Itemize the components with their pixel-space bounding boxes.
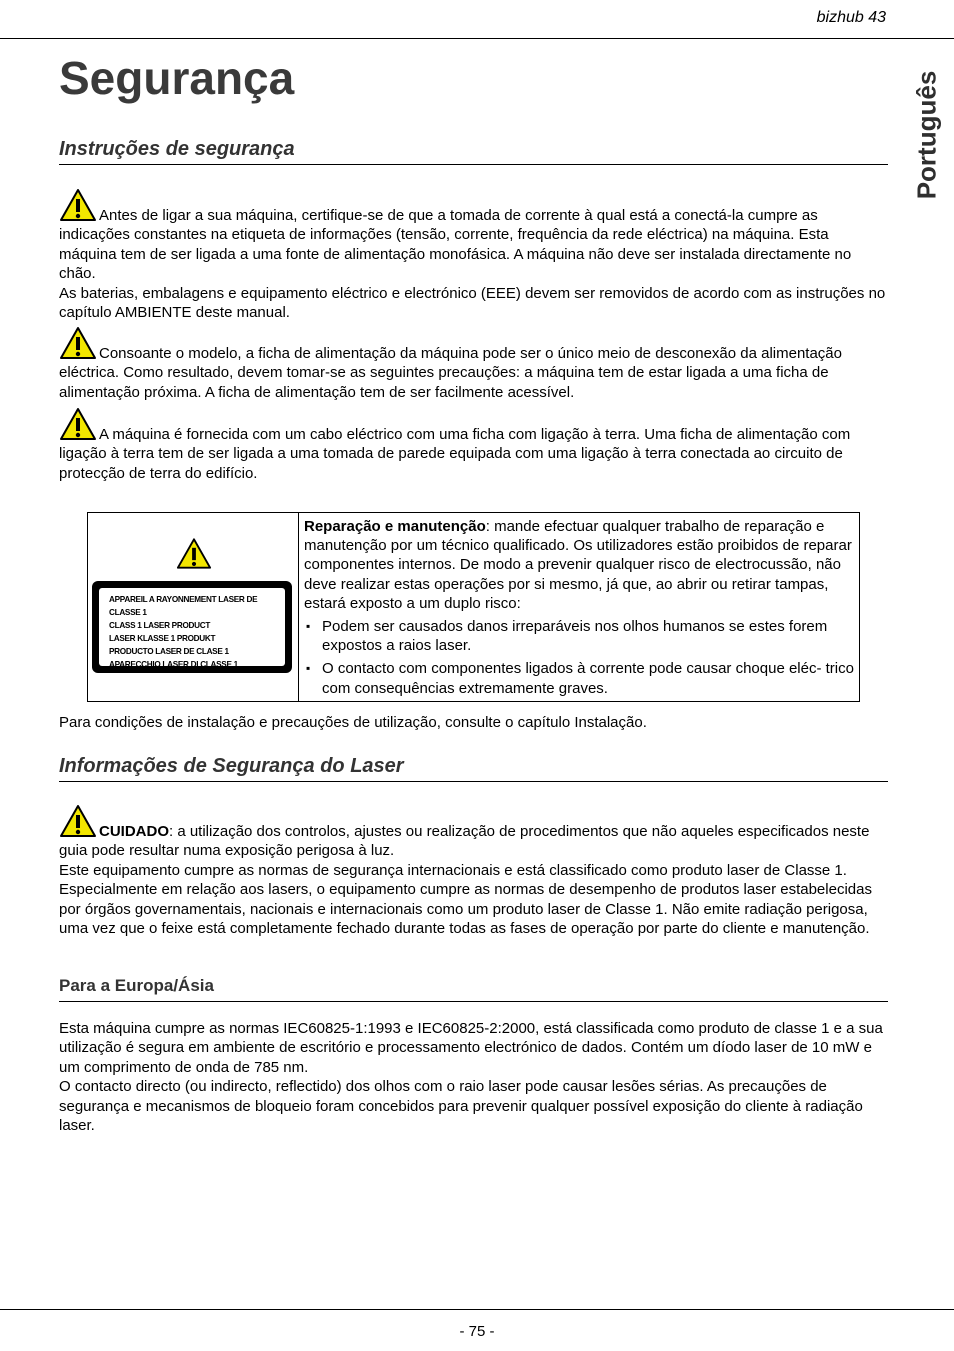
maintenance-title: Reparação e manutenção xyxy=(304,518,486,535)
label-line: APARECCHIO LASER DI CLASSE 1 xyxy=(109,660,238,669)
warning-icon xyxy=(59,188,97,222)
caution-label: CUIDADO xyxy=(99,823,169,840)
europe-paragraph-1: Esta máquina cumpre as normas IEC60825-1:1993 e IEC60825-2:2000, está classificada como produto de classe 1 e a sua utilização é segura em ambiente de escritório e processamento electrónico de dados. Contém um díodo laser de 10 mW e um comprimento de onda de 785 nm. xyxy=(59,1020,883,1076)
warning-icon xyxy=(176,537,212,570)
safety-paragraph-2: Consoante o modelo, a ficha de alimentação da máquina pode ser o único meio de desconexão da alimentação eléctrica. Como resultado, devem tomar-se as seguintes precauções: a máquina tem de estar ligada a uma ficha de alimentação próxima. A ficha de alimentação tem de ser facilmente acessível. xyxy=(59,326,889,402)
safety-paragraph-1: Antes de ligar a sua máquina, certifique-se de que a tomada de corrente à qual está a conectá-la cumpre as indicações constantes na etiqueta de informações (tensão, corrente, frequência da rede eléctrica) na máquina. Esta máquina tem de ser ligada a uma fonte de alimentação monofásica. A máquina não deve ser instalada directamente no chão. As baterias, embalagens e equipamento eléctrico e electrónico (EEE) devem ser removidos de acordo com as instruções no capítulo AMBIENTE deste manual. xyxy=(59,188,889,322)
europe-paragraph-2: O contacto directo (ou indirecto, reflectido) dos olhos com o raio laser pode causar lesões sérias. As precauções de segurança e mecanismos de bloqueio foram concebidos para prevenir qualquer possível exposição do cliente à radiação laser. xyxy=(59,1078,863,1135)
europe-heading: Para a Europa/Ásia xyxy=(59,975,888,1002)
list-item: ▪ O contacto com componentes ligados à corrente pode causar choque eléc- trico com consequências extremamente graves. xyxy=(304,659,856,697)
maintenance-text: Reparação e manutenção: mande efectuar qualquer trabalho de reparação e manutenção por um técnico qualificado. Os utilizadores estão proibidos de reparar componentes internos. De modo a prevenir qualquer risco de electrocussão, não deve realizar estas operações por si mesmo, já que, ao abrir ou retirar tampas, estará exposto a um duplo risco: xyxy=(304,518,852,612)
safety-paragraph-3: A máquina é fornecida com um cabo eléctrico com uma ficha com ligação à terra. Uma ficha de alimentação com ligação à terra tem de ser ligada a uma tomada de parede equipada com uma ligação à terra conectada ao circuito de protecção de terra do edifício. xyxy=(59,407,889,483)
maintenance-box-text-cell xyxy=(304,517,856,702)
laser-class-label-text xyxy=(99,588,285,669)
warning-icon xyxy=(59,407,97,441)
warning-icon xyxy=(59,804,97,838)
label-line: CLASS 1 LASER PRODUCT xyxy=(109,621,211,630)
maintenance-box xyxy=(87,512,860,702)
footer-rule xyxy=(0,1309,954,1310)
laser-caution-paragraph: CUIDADO: a utilização dos controlos, ajustes ou realização de procedimentos que não aqueles especificados neste guia pode resultar numa exposição perigosa à luz. Este equipamento cumpre as normas de segurança internacionais e está classificado como produto laser de Classe 1. Especialmente em relação aos lasers, o equipamento cumpre as normas de desempenho de produtos laser estabelecidas por órgãos governamentais, nacionais e internacionais como um produto laser de Classe 1. Não emite radiação perigosa, uma vez que o feixe está completamente fechado durante todas as fases de operação por parte do cliente e manutenção. xyxy=(59,804,889,938)
language-side-tab-label: Português xyxy=(911,70,942,200)
label-line: LASER KLASSE 1 PRODUKT xyxy=(109,634,216,643)
maintenance-box-image-cell xyxy=(88,513,299,701)
laser-heading: Informações de Segurança do Laser xyxy=(59,754,888,782)
list-item: ▪ Podem ser causados danos irreparáveis nos olhos humanos se estes forem expostos a raios laser. xyxy=(304,617,856,655)
safety-paragraph-1b: As baterias, embalagens e equipamento eléctrico e electrónico (EEE) devem ser removidos de acordo com as instruções no capítulo AMBIENTE deste manual. xyxy=(59,284,886,322)
label-line: APPAREIL A RAYONNEMENT LASER DE CLASSE 1 xyxy=(109,595,258,617)
laser-paragraph-2: Este equipamento cumpre as normas de segurança internacionais e está classificado como produto laser de Classe 1. Especialmente em relação aos lasers, o equipamento cumpre as normas de desempenho de produtos laser estabelecidas por órgãos governamentais, nacionais e internacionais como um produto laser de Classe 1. Não emite radiação perigosa, uma vez que o feixe está completamente fechado durante todas as fases de operação por parte do cliente e manutenção. xyxy=(59,861,872,938)
page-title: Segurança xyxy=(59,52,295,104)
europe-paragraph xyxy=(59,1019,889,1135)
language-side-tab xyxy=(904,60,950,210)
header-rule xyxy=(0,38,954,39)
header-model: bizhub 43 xyxy=(816,9,886,26)
safety-heading: Instruções de segurança xyxy=(59,137,888,165)
install-note: Para condições de instalação e precauções de utilização, consulte o capítulo Instalação. xyxy=(59,714,647,731)
label-line: PRODUCTO LASER DE CLASE 1 xyxy=(109,647,229,656)
maintenance-risk-list xyxy=(304,617,856,698)
warning-icon xyxy=(59,326,97,360)
page-number: - 75 - xyxy=(459,1323,495,1340)
laser-class-label xyxy=(92,581,292,673)
